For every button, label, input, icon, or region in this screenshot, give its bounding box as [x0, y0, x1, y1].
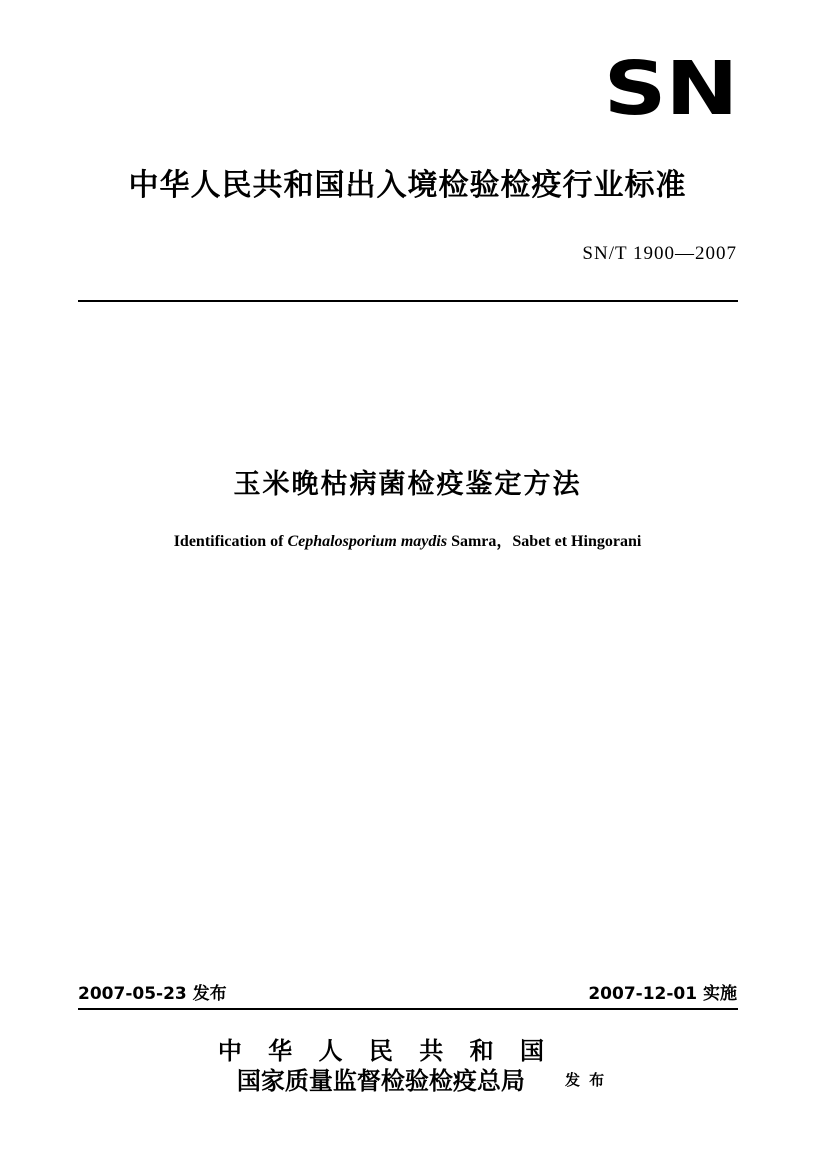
title-en-prefix: Identification of [173, 533, 288, 550]
standard-number: SN/T 1900—2007 [582, 243, 737, 264]
title-en-suffix: Samra，Sabet et Hingorani [447, 533, 642, 550]
document-title-cn: 玉米晚枯病菌检疫鉴定方法 [233, 469, 582, 500]
sn-logo: SN [603, 46, 737, 132]
publisher-line-1: 中 华 人 民 共 和 国 [217, 1037, 553, 1065]
document-title-en [0, 528, 815, 551]
issuing-organization: 中华人民共和国出入境检验检疫行业标准 [128, 168, 687, 203]
publisher-line-2: 国家质量监督检验检疫总局 [236, 1067, 525, 1095]
title-en-species: Cephalosporium maydis [287, 533, 448, 550]
publisher-action: 发 布 [564, 1071, 607, 1089]
implementation-date: 2007-12-01 实施 [588, 984, 737, 1004]
header-divider [78, 300, 738, 302]
issue-date: 2007-05-23 发布 [78, 984, 227, 1004]
publisher-footer [0, 1036, 815, 1096]
footer-divider [78, 1008, 738, 1010]
publisher-name [209, 1036, 553, 1096]
